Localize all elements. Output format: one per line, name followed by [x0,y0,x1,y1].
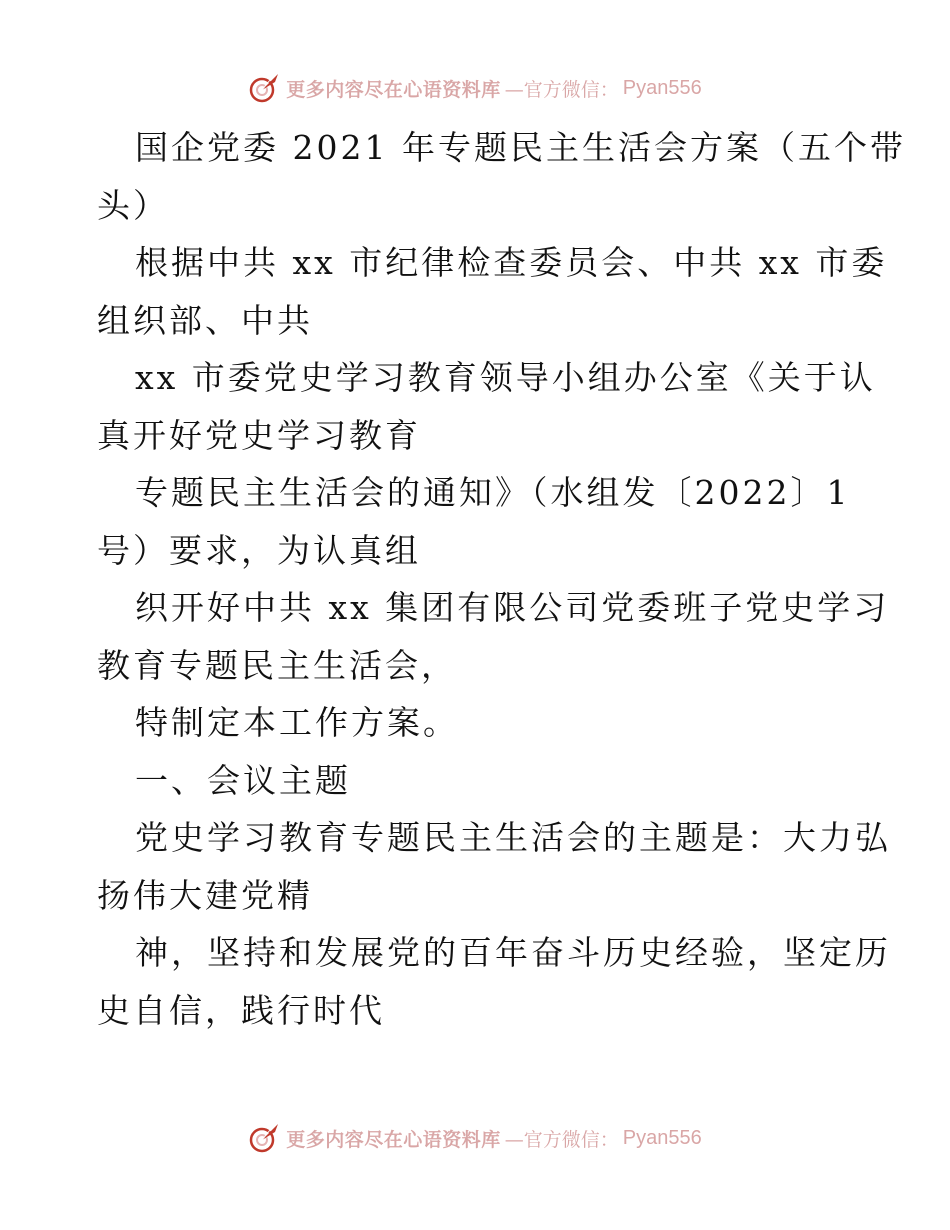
watermark-wechat-id: Pyan556 [622,1126,702,1149]
quill-logo-icon [248,1121,282,1155]
paragraph-line: 织开好中共 xx 集团有限公司党委班子党史学习 [135,588,890,627]
paragraph-line: 扬伟大建党精 [97,875,313,915]
watermark-contact-label: —官方微信： [504,78,619,101]
paragraph-line: 国企党委 2021 年专题民主生活会方案（五个带 [135,128,906,167]
paragraph-line: 一、会议主题 [135,760,351,800]
paragraph-line: 真开好党史学习教育 [97,415,421,455]
watermark-contact-label: —官方微信： [504,1128,619,1151]
watermark-slogan: 更多内容尽在心语资料库 [286,1128,501,1151]
watermark-banner-bottom [0,1118,950,1158]
paragraph-line: 党史学习教育专题民主生活会的主题是：大力弘 [135,818,891,857]
watermark-slogan: 更多内容尽在心语资料库 [286,78,501,101]
document-body [97,119,906,1039]
paragraph-line: 神，坚持和发展党的百年奋斗历史经验，坚定历 [135,933,891,972]
paragraph-line: xx 市委党史学习教育领导小组办公室《关于认 [135,358,876,397]
paragraph-line: 专题民主生活会的通知》（水组发〔2022〕1 [135,473,851,512]
paragraph-line: 组织部、中共 [97,300,313,340]
paragraph-line: 史自信，践行时代 [97,990,385,1030]
paragraph-line: 号）要求，为认真组 [97,530,421,570]
watermark-wechat-id: Pyan556 [622,76,702,99]
watermark-banner-top [0,68,950,108]
paragraph-line: 特制定本工作方案。 [135,703,459,742]
quill-logo-icon [248,71,282,105]
paragraph-line: 教育专题民主生活会， [97,645,457,685]
paragraph-line: 根据中共 xx 市纪律检查委员会、中共 xx 市委 [135,243,888,282]
paragraph-line: 头） [97,185,169,225]
